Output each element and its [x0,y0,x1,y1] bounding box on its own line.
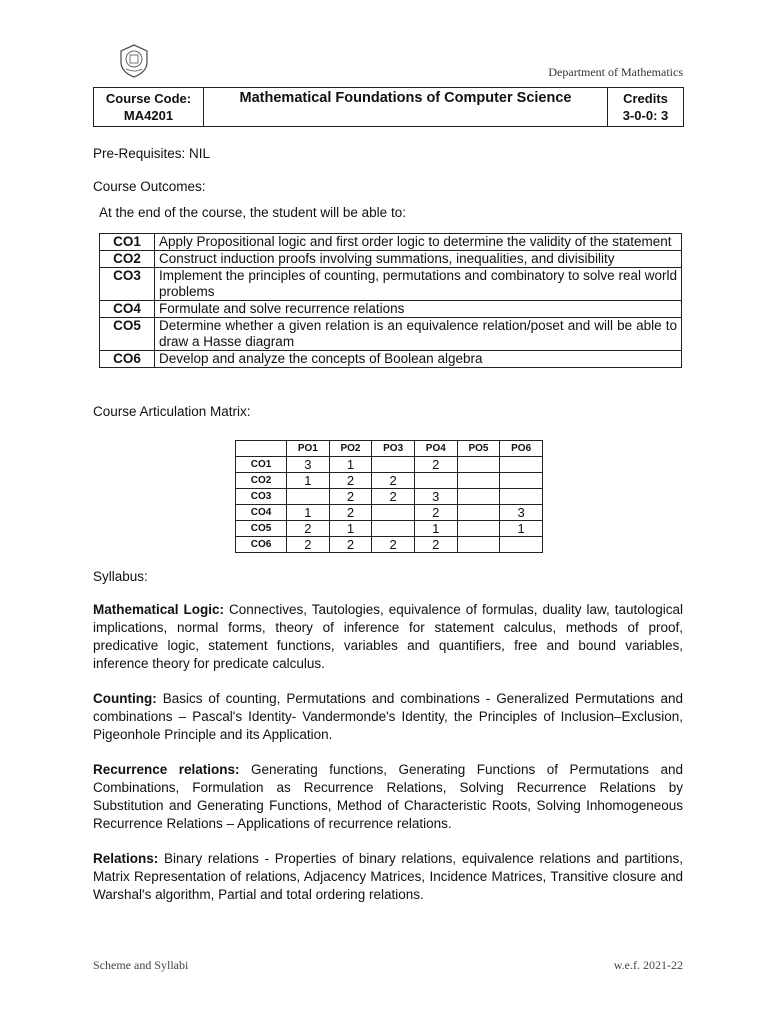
matrix-row-header: CO1 [236,457,287,473]
syllabus-section-text: Generating functions, Generating Functions of Permutations and Combinations, Formulation as Recurrence Relations, Solving Recurrence Relations by Substitution and Generating Functions, Method of Characteristic Roots, Solving Inhomogeneous Recurrence Relations – Applications of recurrence relations. [93,762,683,831]
matrix-cell [457,537,500,553]
matrix-cell: 1 [414,521,457,537]
matrix-row [236,489,543,505]
matrix-column-header: PO2 [329,441,372,457]
outcome-row [100,351,682,368]
matrix-row [236,505,543,521]
course-outcomes-table [99,233,682,368]
matrix-cell: 3 [414,489,457,505]
matrix-row [236,473,543,489]
syllabus-section-heading: Counting: [93,691,157,706]
footer-left: Scheme and Syllabi [93,958,189,972]
matrix-cell [372,457,415,473]
matrix-row-header: CO4 [236,505,287,521]
articulation-matrix [235,440,543,553]
matrix-cell: 2 [414,457,457,473]
matrix-column-header: PO6 [500,441,543,457]
outcome-row [100,268,682,301]
credits-value: 3-0-0: 3 [622,108,669,123]
matrix-cell: 2 [329,537,372,553]
matrix-cell: 2 [287,537,330,553]
matrix-cell: 3 [287,457,330,473]
syllabus-section-text: Basics of counting, Permutations and combinations - Generalized Permutations and combinations – Pascal's Identity- Vandermonde's Identity, the Principles of Inclusion–Exclusion, Pigeonhole Principle and its Application. [93,691,683,742]
outcome-text: Determine whether a given relation is an equivalence relation/poset and will be able to draw a Hasse diagram [155,318,682,351]
matrix-heading: Course Articulation Matrix: [93,404,251,419]
matrix-cell [500,489,543,505]
course-code-cell [94,88,204,126]
course-code: MA4201 [123,108,174,123]
matrix-cell [457,521,500,537]
syllabus-heading: Syllabus: [93,569,148,584]
outcome-row [100,234,682,251]
matrix-cell: 1 [329,521,372,537]
matrix-row [236,457,543,473]
matrix-cell: 2 [414,537,457,553]
matrix-row-header: CO3 [236,489,287,505]
outcome-id: CO2 [100,251,155,268]
matrix-column-header: PO1 [287,441,330,457]
outcome-id: CO6 [100,351,155,368]
matrix-cell [457,457,500,473]
course-header [93,87,684,127]
matrix-cell [414,473,457,489]
syllabus-section [93,850,683,904]
outcome-id: CO5 [100,318,155,351]
outcome-text: Formulate and solve recurrence relations [155,301,682,318]
matrix-cell [372,505,415,521]
matrix-corner [236,441,287,457]
matrix-cell: 2 [329,473,372,489]
matrix-cell [457,505,500,521]
syllabus-section-heading: Relations: [93,851,159,866]
matrix-cell: 2 [372,489,415,505]
outcome-row [100,301,682,318]
outcome-text: Apply Propositional logic and first order logic to determine the validity of the statement [155,234,682,251]
matrix-cell [372,521,415,537]
footer-right: w.e.f. 2021-22 [613,958,683,972]
matrix-cell: 1 [329,457,372,473]
outcome-row [100,318,682,351]
matrix-row [236,521,543,537]
outcomes-heading: Course Outcomes: [93,179,206,194]
credits-label: Credits [623,91,668,106]
syllabus-section [93,601,683,673]
matrix-row-header: CO2 [236,473,287,489]
matrix-cell: 2 [329,489,372,505]
outcome-row [100,251,682,268]
outcome-text: Develop and analyze the concepts of Boolean algebra [155,351,682,368]
outcome-text: Implement the principles of counting, permutations and combinatory to solve real world problems [155,268,682,301]
syllabus-section-text: Connectives, Tautologies, equivalence of formulas, duality law, tautological implications, normal forms, theory of inference for statement calculus, methods of proof, predicative logic, statement functions, variables and quantifiers, free and bound variables, inference theory for predicate calculus. [93,602,683,671]
prerequisites: Pre-Requisites: NIL [93,146,211,161]
syllabus-section-text: Binary relations - Properties of binary relations, equivalence relations and partitions, Matrix Representation of relations, Adjacency Matrices, Incidence Matrices, Transitive closure and Warshal's algorithm, Partial and total ordering relations. [93,851,683,902]
outcome-id: CO4 [100,301,155,318]
matrix-cell: 2 [414,505,457,521]
matrix-row-header: CO6 [236,537,287,553]
outcome-id: CO3 [100,268,155,301]
outcome-id: CO1 [100,234,155,251]
outcome-text: Construct induction proofs involving summations, inequalities, and divisibility [155,251,682,268]
matrix-column-header: PO3 [372,441,415,457]
matrix-cell: 2 [372,537,415,553]
course-title: Mathematical Foundations of Computer Science [239,90,572,106]
outcomes-intro: At the end of the course, the student will be able to: [99,205,406,220]
matrix-cell: 2 [287,521,330,537]
matrix-cell [500,473,543,489]
matrix-cell: 1 [500,521,543,537]
matrix-cell: 3 [500,505,543,521]
matrix-cell: 1 [287,473,330,489]
syllabus-section-heading: Recurrence relations: [93,762,240,777]
matrix-cell: 2 [329,505,372,521]
matrix-cell [457,489,500,505]
matrix-cell: 1 [287,505,330,521]
syllabus-section [93,761,683,833]
matrix-row-header: CO5 [236,521,287,537]
credits-cell [607,88,683,126]
matrix-column-header: PO4 [414,441,457,457]
matrix-cell: 2 [372,473,415,489]
matrix-cell [287,489,330,505]
course-code-label: Course Code: [105,91,192,106]
matrix-cell [500,537,543,553]
matrix-cell [500,457,543,473]
syllabus-section [93,690,683,744]
department-name: Department of Mathematics [548,65,683,79]
syllabus-section-heading: Mathematical Logic: [93,602,224,617]
matrix-row [236,537,543,553]
institute-logo-icon [118,44,150,78]
matrix-column-header: PO5 [457,441,500,457]
matrix-cell [457,473,500,489]
